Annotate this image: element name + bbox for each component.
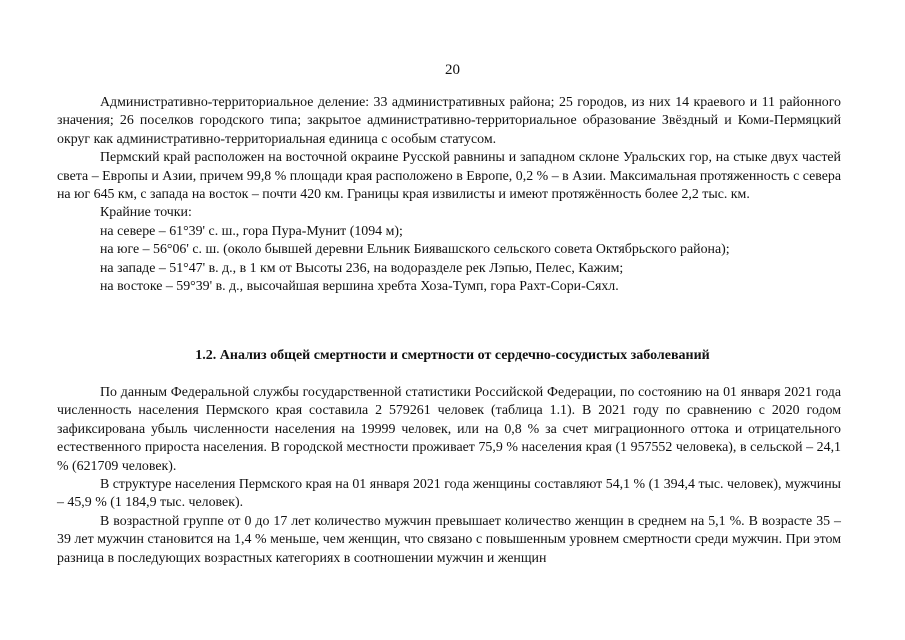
- intro-text-block: [57, 94, 841, 296]
- section-heading: 1.2. Анализ общей смертности и смертности от сердечно-сосудистых заболеваний: [195, 348, 710, 363]
- paragraph-population: По данным Федеральной службы государственной статистики Российской Федерации, по состоянию на 01 января 2021 года численность населения Пермского края составила 2 579261 человек (таблица 1.1). В 2021 году по сравнению с 2020 годом зафиксирована убыль численности населения на 19999 человек, или на 0,8 % за счет миграционного оттока и отрицательного естественного прироста населения. В городской местности проживает 75,9 % населения края (1 957552 человека), в сельской – 24,1 % (621709 человек).: [57, 385, 841, 474]
- paragraph-age-groups: В возрастной группе от 0 до 17 лет количество мужчин превышает количество женщин в среднем на 5,1 %. В возрасте 35 – 39 лет мужчин становится на 1,4 % меньше, чем женщин, что связано с повышенным уровнем смертности среди мужчин. При этом разница в последующих возрастных категориях в соотношении мужчин и женщин: [57, 513, 841, 566]
- extreme-point-east: на востоке – 59°39' в. д., высочайшая вершина хребта Хоза-Тумп, гора Рахт-Сори-Сяхл.: [100, 279, 619, 295]
- section-text-block: [57, 384, 841, 568]
- extreme-point-south: на юге – 56°06' с. ш. (около бывшей деревни Ельник Биявашского сельского совета Октябрьского района);: [100, 242, 730, 258]
- extreme-point-west: на западе – 51°47' в. д., в 1 км от Высоты 236, на водоразделе рек Лэпью, Пелес, Кажим;: [100, 260, 624, 276]
- paragraph-admin-division: Административно-территориальное деление: 33 административных района; 25 городов, из них 14 краевого и 11 районного значения; 26 поселков городского типа; закрытое административно-территориальное образование Звёздный и Коми-Пермяцкий округ как административно-территориальная единица с особым статусом.: [57, 95, 841, 147]
- paragraph-geography: Пермский край расположен на восточной окраине Русской равнины и западном склоне Уральских гор, на стыке двух частей света – Европы и Азии, причем 99,8 % площади края расположено в Европе, 0,2 % – в Азии. Максимальная протяженность с севера на юг 645 км, с запада на восток – почти 420 км. Границы края извилисты и имеют протяжённость более 2,2 тыс. км.: [57, 150, 841, 203]
- extreme-point-north: на севере – 61°39' с. ш., гора Пура-Мунит (1094 м);: [100, 223, 403, 239]
- page-number: 20: [445, 62, 460, 78]
- paragraph-gender-structure: В структуре населения Пермского края на 01 января 2021 года женщины составляют 54,1 % (1 394,4 тыс. человек), мужчины – 45,9 % (1 184,9 тыс. человек).: [57, 477, 841, 511]
- extreme-points-label: Крайние точки:: [100, 205, 192, 221]
